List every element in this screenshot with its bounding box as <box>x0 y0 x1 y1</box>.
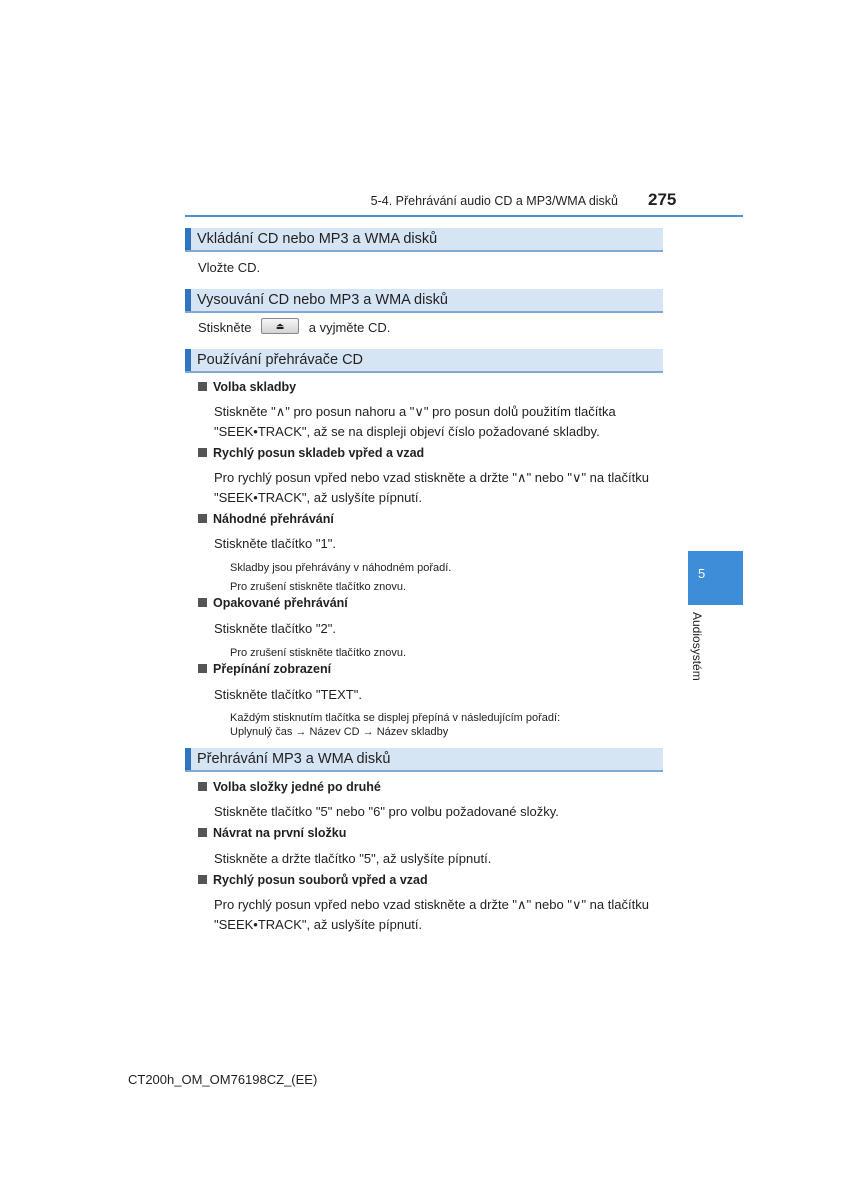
display-sequence: Uplynulý čas → Název CD → Název skladby <box>230 726 449 738</box>
chapter-number: 5 <box>698 566 706 581</box>
chapter-label: Audiosystém <box>690 612 704 681</box>
note-text: Každým stisknutím tlačítka se displej přepíná v následujícím pořadí: <box>230 712 561 724</box>
running-header: 5-4. Přehrávání audio CD a MP3/WMA disků <box>370 194 618 208</box>
text-after: a vyjměte CD. <box>308 320 391 335</box>
section-bar <box>185 289 191 311</box>
body-text: Stiskněte tlačítko "1". <box>214 536 336 551</box>
section-title: Přehrávání MP3 a WMA disků <box>197 751 391 767</box>
square-bullet-icon <box>198 828 207 837</box>
right-arrow-icon: → <box>295 726 307 738</box>
section-title: Používání přehrávače CD <box>197 352 364 368</box>
note-text: Pro zrušení stiskněte tlačítko znovu. <box>230 581 407 593</box>
section-bar <box>185 349 191 371</box>
right-arrow-icon: → <box>362 726 374 738</box>
body-text: Stiskněte tlačítko "5" nebo "6" pro volbu požadované složky. <box>214 804 559 819</box>
note-text: Skladby jsou přehrávány v náhodném pořadí. <box>230 562 452 574</box>
header-rule <box>185 215 743 217</box>
chapter-tab <box>688 551 743 605</box>
section-title: Vkládání CD nebo MP3 a WMA disků <box>197 231 438 247</box>
subheading-fast-forward: Rychlý posun skladeb vpřed a vzad <box>198 446 424 460</box>
page-number: 275 <box>648 190 677 209</box>
subheading-first-folder: Návrat na první složku <box>198 826 346 840</box>
eject-instruction <box>198 318 390 338</box>
section-title: Vysouvání CD nebo MP3 a WMA disků <box>197 292 448 308</box>
section-bar <box>185 748 191 770</box>
note-text: Pro zrušení stiskněte tlačítko znovu. <box>230 647 407 659</box>
square-bullet-icon <box>198 382 207 391</box>
section-bar <box>185 228 191 250</box>
document-code: CT200h_OM_OM76198CZ_(EE) <box>128 1072 318 1087</box>
square-bullet-icon <box>198 598 207 607</box>
section-heading-eject <box>185 289 663 313</box>
eject-button-icon: ⏏ <box>261 318 299 334</box>
section-heading-mp3-wma <box>185 748 663 772</box>
paragraph: Stiskněte "∧" pro posun nahoru a "∨" pro posun dolů použitím tlačítka "SEEK•TRACK", až se na displeji objeví číslo požadované skladby. <box>214 404 616 439</box>
paragraph: Pro rychlý posun vpřed nebo vzad stiskněte a držte "∧" nebo "∨" na tlačítku "SEEK•TRACK", až uslyšíte pípnutí. <box>214 470 649 505</box>
subheading-display: Přepínání zobrazení <box>198 662 331 676</box>
subheading-random: Náhodné přehrávání <box>198 512 334 526</box>
square-bullet-icon <box>198 448 207 457</box>
text-before: Stiskněte <box>198 320 252 335</box>
square-bullet-icon <box>198 664 207 673</box>
square-bullet-icon <box>198 875 207 884</box>
subheading-track-select: Volba skladby <box>198 380 296 394</box>
square-bullet-icon <box>198 782 207 791</box>
square-bullet-icon <box>198 514 207 523</box>
subheading-folder-select: Volba složky jedné po druhé <box>198 780 381 794</box>
subheading-repeat: Opakované přehrávání <box>198 596 348 610</box>
body-text: Stiskněte tlačítko "2". <box>214 621 336 636</box>
paragraph: Pro rychlý posun vpřed nebo vzad stiskněte a držte "∧" nebo "∨" na tlačítku "SEEK•TRACK", až uslyšíte pípnutí. <box>214 897 649 932</box>
body-text: Vložte CD. <box>198 260 261 275</box>
section-heading-insert <box>185 228 663 252</box>
body-text: Stiskněte tlačítko "TEXT". <box>214 687 362 702</box>
body-text: Stiskněte a držte tlačítko "5", až uslyšíte pípnutí. <box>214 851 492 866</box>
section-heading-cd-player <box>185 349 663 373</box>
subheading-file-fast-forward: Rychlý posun souborů vpřed a vzad <box>198 873 428 887</box>
